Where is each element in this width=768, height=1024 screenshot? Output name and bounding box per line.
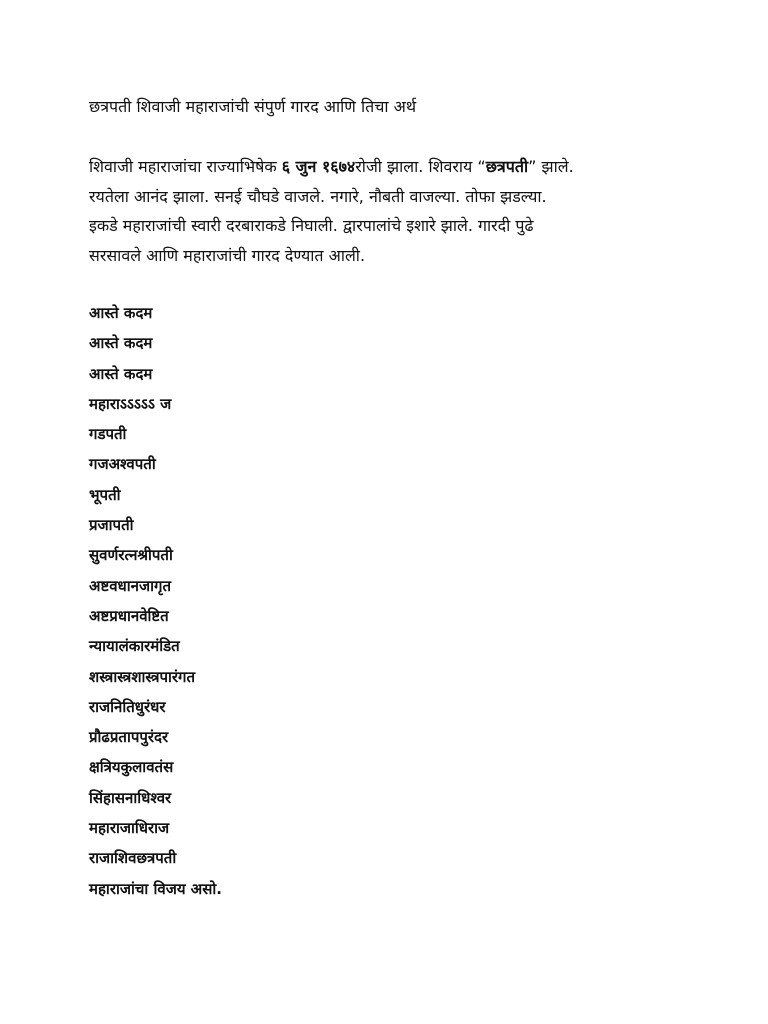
gaarad-line: अष्टवधानजागृत [89, 576, 172, 595]
page-title: छत्रपती शिवाजी महाराजांची संपुर्ण गारद आणि तिचा अर्थ [89, 97, 417, 116]
intro-line-2: रयतेला आनंद झाला. सनई चौघडे वाजले. नगारे, नौबती वाजल्या. तोफा झडल्या. [89, 186, 547, 206]
intro-text: ” झाले. [528, 157, 574, 176]
intro-paragraph [89, 152, 689, 270]
coronation-date: ६ जुन १६७४ [281, 157, 356, 176]
gaarad-line: आस्ते कदम [89, 334, 153, 353]
gaarad-line: न्यायालंकारमंडित [89, 637, 180, 656]
gaarad-line: अष्टप्रधानवेष्टित [89, 606, 169, 625]
gaarad-line: आस्ते कदम [89, 364, 153, 383]
gaarad-line: प्रजापती [89, 516, 134, 535]
gaarad-line: सिंहासनाधिश्वर [89, 788, 172, 807]
gaarad-line: भूपती [89, 485, 121, 504]
chhatrapati-title: छत्रपती [485, 157, 529, 176]
intro-text: शिवाजी महाराजांचा राज्याभिषेक [89, 157, 282, 176]
document-page [89, 95, 689, 904]
gaarad-line: राजाशिवछत्रपती [89, 849, 177, 868]
gaarad-line: सुवर्णरत्नश्रीपती [89, 546, 173, 565]
gaarad-line: गजअश्वपती [89, 455, 156, 474]
gaarad-line: आस्ते कदम [89, 304, 153, 322]
gaarad-line: गडपती [89, 425, 127, 444]
intro-line-1 [89, 152, 689, 182]
gaarad-line: क्षत्रियकुलावतंस [89, 758, 174, 777]
intro-text: रोजी झाला. शिवराय “ [355, 157, 486, 176]
gaarad-list [89, 298, 689, 904]
intro-line-4: सरसावले आणि महाराजांची गारद देण्यात आली. [89, 245, 366, 265]
gaarad-line: शस्त्रास्त्रशास्त्रपारंगत [89, 667, 196, 686]
intro-line-3: इकडे महाराजांची स्वारी दरबाराकडे निघाली. द्वारपालांचे इशारे झाले. गारदी पुढे [89, 216, 534, 235]
gaarad-line: महाराऽऽऽऽऽ ज [89, 394, 172, 413]
gaarad-line: महाराजाधिराज [89, 819, 170, 838]
gaarad-line: राजनितिधुरंधर [89, 697, 166, 716]
gaarad-line: प्रौढप्रतापपुरंदर [89, 728, 169, 747]
gaarad-line: महाराजांचा विजय असो. [89, 879, 222, 898]
